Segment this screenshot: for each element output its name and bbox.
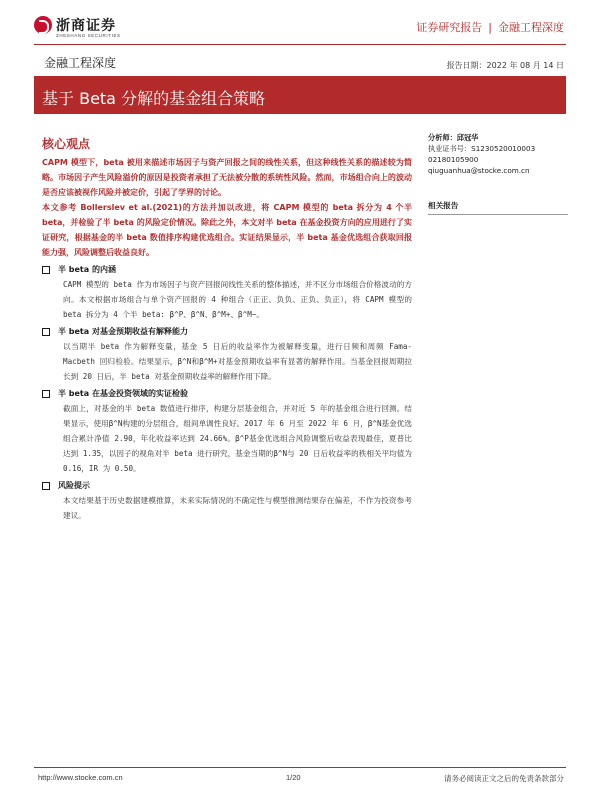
- bullet-heading-3: 半 beta 在基金投资领域的实证检验: [42, 386, 412, 401]
- footer-divider: [34, 767, 566, 768]
- report-title: 基于 Beta 分解的基金组合策略: [42, 89, 266, 108]
- core-viewpoint-heading: 核心观点: [42, 137, 91, 151]
- doc-category: 金融工程深度: [498, 21, 564, 34]
- bullet-body-1: CAPM 模型的 beta 作为市场因子与资产回报间线性关系的整体描述，并不区分市场组合价格波动的方向。本文根据市场组合与单个资产回报的 4 种组合（正正、负负、正负、负正），将 CAPM 模型的 beta 拆分为 4 个半 beta: β^P、β^N、β^M+、β^M−。: [63, 280, 412, 319]
- header-doc-type: 证券研究报告 | 金融工程深度: [416, 21, 564, 34]
- header-divider: [34, 44, 566, 45]
- logo-subtitle: ZHESHANG SECURITIES: [56, 33, 121, 38]
- analyst-phone: 02180105900: [428, 155, 479, 164]
- doc-type: 证券研究报告: [416, 21, 483, 34]
- footer-website-link[interactable]: http://www.stocke.com.cn: [38, 773, 123, 782]
- section-label: 金融工程深度: [44, 56, 117, 70]
- report-date: 报告日期：2022 年 08 月 14 日: [446, 61, 564, 70]
- analyst-sidebar: [428, 132, 568, 215]
- bullet-heading-2: 半 beta 对基金预期收益有解释能力: [42, 324, 412, 339]
- related-reports-heading: 相关报告: [428, 200, 568, 215]
- cert-label: 执业证书号：: [428, 144, 472, 153]
- analyst-name: 邱冠华: [456, 133, 479, 142]
- cert-row: [428, 143, 568, 154]
- square-bullet-icon: [42, 266, 50, 274]
- square-bullet-icon: [42, 328, 50, 336]
- analyst-row: [428, 132, 568, 143]
- core-paragraph-2: 本文参考 Bollerslev et al.(2021)的方法并加以改进，将 CAPM 模型的 beta 拆分为 4 个半 beta，并检验了半 beta 的风险定价情况。除此之外，本文对半 beta 在基金投资方向的应用进行了实证研究，根据基金的半 beta 数值排序构建优选组合。实证结果显示，半 beta 基金优选组合获取回报能力强，风险调整后收益良好。: [42, 203, 412, 257]
- bullet-heading-1: 半 beta 的内涵: [42, 262, 412, 277]
- cert-number: S1230520010003: [471, 144, 536, 153]
- bullet-body-2: 以当期半 beta 作为解释变量，基金 5 日后的收益率作为被解释变量，进行日频和周频 Fama-Macbeth 回归检验。结果显示，β^N和β^M+对基金预期收益率有显著的解释作用。当基金回报周期拉长到 20 日后，半 beta 对基金预期收益率的解释作用下降。: [63, 342, 412, 381]
- core-paragraph-1: CAPM 模型下，beta 被用来描述市场因子与资产回报之间的线性关系，但这种线性关系的描述较为简略。市场因子产生风险溢价的原因是投资者承担了无法被分散的系统性风险。然而，市场组合向上的波动是否应该被视作风险并被定价，引起了学界的讨论。: [42, 158, 412, 197]
- main-content: [42, 155, 412, 523]
- square-bullet-icon: [42, 390, 50, 398]
- analyst-email[interactable]: qiuguanhua@stocke.com.cn: [428, 166, 530, 175]
- company-logo: [34, 14, 144, 40]
- analyst-label: 分析师：: [428, 133, 457, 142]
- square-bullet-icon: [42, 482, 50, 490]
- logo-mark-icon: [34, 16, 52, 34]
- page-number: 1/20: [286, 773, 301, 782]
- logo-name: 浙商证券: [56, 18, 116, 34]
- bullet-heading-4: 风险提示: [42, 478, 412, 493]
- bullet-body-3: 截面上，对基金的半 beta 数值进行排序，构建分层基金组合，并对近 5 年的基金组合进行回测。结果显示，使用β^N构建的分层组合，组间单调性良好。2017 年 6 月至 2022 年 6 月，β^N基金优选组合累计净值 2.90，年化收益率达到 24.66%。β^P基金优选组合风险调整后收益表现最佳，夏普比达到 1.35，以因子的视角对半 beta 进行研究，基金当期的β^N与 20 日后收益率的秩相关平均值为 0.16，IR 为 0.50。: [63, 404, 412, 473]
- footer-disclaimer: 请务必阅读正文之后的免责条款部分: [444, 774, 564, 783]
- bullet-body-4: 本文结果基于历史数据建模推算，未来实际情况的不确定性与模型推测结果存在偏差，不作为投资参考建议。: [63, 496, 412, 520]
